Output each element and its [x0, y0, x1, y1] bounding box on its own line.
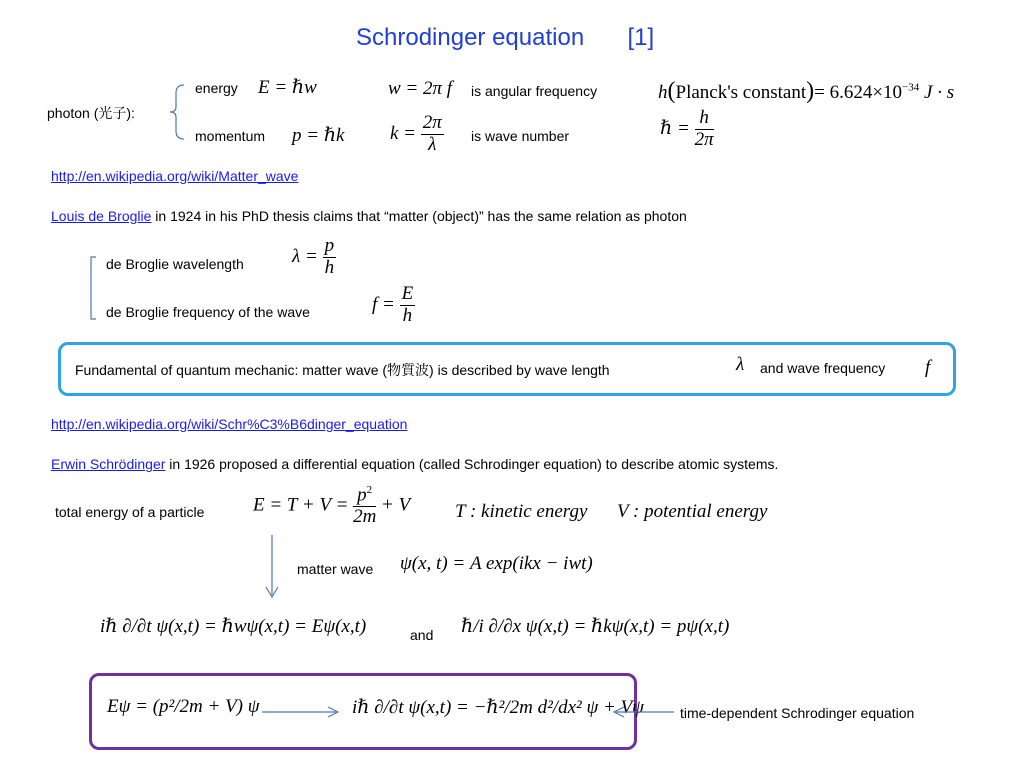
- time-derivative-equation: iℏ ∂/∂t ψ(x,t) = ℏwψ(x,t) = Eψ(x,t): [100, 616, 367, 637]
- title-ref: [1]: [627, 24, 655, 51]
- k-numerator: 2π: [422, 112, 442, 133]
- kinetic-denominator: 2m: [353, 506, 377, 528]
- left-arrow: [612, 705, 676, 719]
- k-lhs: k =: [390, 122, 417, 144]
- momentum-label: momentum: [195, 128, 266, 144]
- kinetic-numerator: [353, 484, 376, 507]
- frequency-lhs: f =: [372, 293, 395, 315]
- energy-equation: E = ℏw: [258, 77, 317, 98]
- right-arrow: [262, 705, 340, 719]
- matter-wave-equation: ψ(x, t) = A exp(ikx − iwt): [400, 553, 593, 574]
- de-broglie-frequency-equation: [372, 284, 415, 327]
- wave-number-equation: [390, 113, 444, 156]
- potential-energy-def: V : potential energy: [617, 501, 768, 522]
- matter-wave-link[interactable]: http://en.wikipedia.org/wiki/Matter_wave: [51, 168, 299, 184]
- de-broglie-frequency-label: de Broglie frequency of the wave: [106, 304, 310, 320]
- tdse-equation: iℏ ∂/∂t ψ(x,t) = −ℏ²/2m d²/dx² ψ + Vψ: [352, 697, 644, 718]
- wavelength-numerator: p: [324, 235, 335, 256]
- de-broglie-link[interactable]: Louis de Broglie: [51, 208, 152, 224]
- wavelength-denominator: h: [324, 256, 335, 278]
- de-broglie-claim-text: in 1924 in his PhD thesis claims that “matter (object)” has the same relation as photon: [151, 208, 687, 224]
- slide-title: [356, 24, 654, 52]
- space-derivative-equation: ℏ/i ∂/∂x ψ(x,t) = ℏkψ(x,t) = pψ(x,t): [461, 616, 730, 637]
- tdse-label: time-dependent Schrodinger equation: [680, 705, 915, 721]
- de-broglie-wavelength-equation: [292, 236, 336, 279]
- kinetic-energy-def: T : kinetic energy: [455, 501, 588, 522]
- wavelength-lhs: λ =: [292, 245, 318, 267]
- schrodinger-proposal: [51, 456, 778, 472]
- energy-label: energy: [195, 80, 238, 96]
- fundamental-lambda: λ: [736, 354, 745, 375]
- total-energy-label: total energy of a particle: [55, 504, 205, 520]
- kinetic-fraction: [353, 484, 376, 528]
- total-energy-equation: [253, 484, 410, 528]
- planck-name: Planck's constant: [675, 82, 807, 103]
- hbar-lhs: ℏ =: [660, 117, 690, 139]
- angular-frequency-desc: is angular frequency: [471, 83, 598, 99]
- hbar-numerator: h: [695, 108, 714, 130]
- and-text: and: [410, 627, 434, 643]
- matter-wave-label: matter wave: [297, 561, 374, 577]
- fundamental-text: Fundamental of quantum mechanic: matter wave (物質波) is described by wave length: [75, 362, 610, 378]
- angular-frequency-equation: w = 2π f: [388, 78, 453, 99]
- p-exponent: 2: [366, 484, 373, 496]
- frequency-numerator: E: [401, 283, 414, 304]
- k-denominator: λ: [428, 133, 437, 155]
- photon-brace: [170, 83, 186, 141]
- total-energy-lhs: E = T + V =: [253, 494, 349, 516]
- wave-number-desc: is wave number: [471, 128, 570, 144]
- title-text: Schrodinger equation: [356, 24, 585, 51]
- p-symbol: p: [357, 484, 367, 506]
- hbar-equation: [660, 108, 714, 151]
- schrodinger-name-link[interactable]: Erwin Schrödinger: [51, 456, 166, 472]
- down-arrow: [262, 535, 282, 601]
- de-broglie-wavelength-label: de Broglie wavelength: [106, 256, 244, 272]
- hbar-denominator: 2π: [694, 128, 714, 150]
- planck-constant-equation: h(Planck's constant)= $6.624\times 10^{-34}$ J · s: [658, 78, 955, 104]
- fundamental-f: f: [925, 357, 931, 378]
- k-fraction: [421, 113, 444, 156]
- planck-exponent: −34: [902, 81, 920, 94]
- photon-label: photon (光子):: [47, 105, 135, 121]
- de-broglie-claim: [51, 208, 687, 224]
- frequency-denominator: h: [402, 304, 413, 326]
- planck-lhs: h: [658, 82, 668, 103]
- momentum-equation: p = ℏk: [292, 125, 345, 146]
- planck-value: = 6.624×10: [814, 82, 903, 103]
- schrodinger-link[interactable]: http://en.wikipedia.org/wiki/Schr%C3%B6dinger_equation: [51, 416, 408, 432]
- planck-units: J · s: [924, 82, 955, 103]
- schrodinger-proposal-text: in 1926 proposed a differential equation (called Schrodinger equation) to describe atomic systems.: [165, 456, 779, 472]
- de-broglie-bracket: [88, 255, 98, 321]
- fundamental-text2: and wave frequency: [760, 360, 886, 376]
- hamiltonian-equation: Eψ = (p²/2m + V) ψ: [107, 696, 260, 717]
- frequency-fraction: [400, 284, 416, 327]
- wavelength-fraction: [323, 236, 337, 279]
- hbar-fraction: [695, 108, 714, 151]
- plus-v: + V: [381, 494, 411, 516]
